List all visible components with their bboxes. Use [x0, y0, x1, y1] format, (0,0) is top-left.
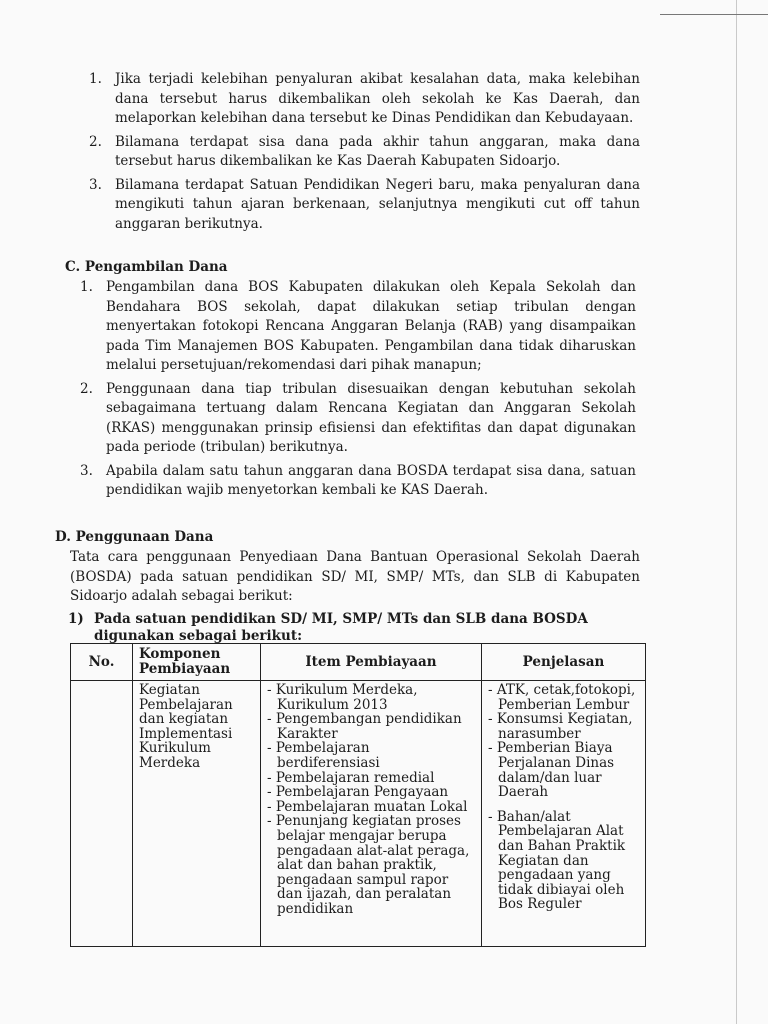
list-text: Bilamana terdapat sisa dana pada akhir tahun anggaran, maka dana tersebut harus dikembalikan ke Kas Daerah Kabupaten Sidoarjo.: [115, 133, 640, 169]
section-c-list: [80, 278, 636, 505]
subsection-text: Pada satuan pendidikan SD/ MI, SMP/ MTs dan SLB dana BOSDA digunakan sebagai berikut:: [94, 611, 588, 644]
list-item: [89, 133, 640, 172]
list-number: 1.: [80, 279, 93, 295]
list-text: Jika terjadi kelebihan penyaluran akibat kesalahan data, maka kelebihan dana tersebut harus dikembalikan oleh sekolah ke Kas Daerah, dan melaporkan kelebihan dana tersebut ke Dinas Pendidikan dan Kebudayaan.: [115, 71, 640, 126]
list-text: Apabila dalam satu tahun anggaran dana BOSDA terdapat sisa dana, satuan pendidikan wajib menyetorkan kembali ke KAS Daerah.: [106, 462, 636, 498]
table-header-row: [71, 644, 646, 681]
list-text: Bilamana terdapat Satuan Pendidikan Negeri baru, maka penyaluran dana mengikuti tahun ajaran berkenaan, selanjutnya mengikuti cut off tahun anggaran berikutnya.: [115, 176, 640, 232]
subsection-number: 1): [68, 611, 84, 627]
list-item: - Pembelajaran Pengayaan: [267, 784, 449, 801]
list-item: - Pengembangan pendidikan Karakter: [267, 711, 462, 742]
list-item: - Pembelajaran berdiferensiasi: [267, 740, 380, 771]
list-item: - Pembelajaran remedial: [267, 769, 435, 786]
list-number: 3.: [89, 176, 102, 193]
section-b-list: [89, 70, 640, 238]
list-item: - Penunjang kegiatan proses belajar mengajar berupa pengadaan alat-alat peraga, alat dan bahan praktik, pengadaan sampul rapor dan ijazah, dan peralatan pendidikan: [267, 813, 470, 917]
header-item: Item Pembiayaan: [261, 644, 482, 681]
section-c-heading: C. Pengambilan Dana: [65, 259, 228, 275]
list-item: - Konsumsi Kegiatan, narasumber: [488, 711, 633, 742]
header-no: No.: [71, 644, 133, 681]
list-item: [80, 462, 636, 501]
cell-penjelasan: [482, 681, 646, 947]
list-item: - Pemberian Biaya Perjalanan Dinas dalam/dan luar Daerah: [488, 740, 615, 801]
budget-table: [70, 643, 646, 947]
list-item: [89, 176, 640, 235]
list-item: - ATK, cetak,fotokopi, Pemberian Lembur: [488, 682, 636, 713]
cell-komponen: Kegiatan Pembelajaran dan kegiatan Implementasi Kurikulum Merdeka: [133, 681, 261, 947]
list-item: [80, 380, 636, 458]
section-d-heading: D. Penggunaan Dana: [55, 529, 214, 545]
list-item: - Bahan/alat Pembelajaran Alat dan Bahan Praktik Kegiatan dan pengadaan yang tidak dibiayai oleh Bos Reguler: [488, 808, 626, 913]
cell-no: [71, 681, 133, 947]
cell-item: [261, 681, 482, 947]
list-number: 2.: [89, 133, 102, 150]
section-d-intro: Tata cara penggunaan Penyediaan Dana Bantuan Operasional Sekolah Daerah (BOSDA) pada satuan pendidikan SD/ MI, SMP/ MTs, dan SLB di Kabupaten Sidoarjo adalah sebagai berikut:: [70, 549, 640, 604]
list-text: Penggunaan dana tiap tribulan disesuaikan dengan kebutuhan sekolah sebagaimana tertuang dalam Rencana Kegiatan dan Anggaran Sekolah (RKAS) menggunakan prinsip efisiensi dan efektifitas dan dapat digunakan pada periode (tribulan) berikutnya.: [106, 380, 636, 455]
header-penjelasan: Penjelasan: [482, 644, 646, 681]
list-item: [80, 278, 636, 376]
list-text: Pengambilan dana BOS Kabupaten dilakukan oleh Kepala Sekolah dan Bendahara BOS sekolah, dapat dilakukan setiap tribulan dengan menyertakan fotokopi Rencana Anggaran Belanja (RAB) yang disampaikan pada Tim Manajemen BOS Kabupaten. Pengambilan dana tidak diharuskan melalui persetujuan/rekomendasi dari pihak manapun;: [106, 279, 636, 373]
list-item: - Kurikulum Merdeka, Kurikulum 2013: [267, 682, 418, 713]
list-number: 3.: [80, 462, 93, 479]
header-komponen: Komponen Pembiayaan: [133, 644, 261, 681]
list-number: 1.: [89, 71, 102, 87]
list-number: 2.: [80, 380, 93, 397]
item-list: [267, 683, 475, 917]
penjelasan-list: [488, 683, 639, 912]
list-item: - Pembelajaran muatan Lokal: [267, 798, 468, 815]
table-row: [71, 681, 646, 947]
list-item: [89, 70, 640, 129]
